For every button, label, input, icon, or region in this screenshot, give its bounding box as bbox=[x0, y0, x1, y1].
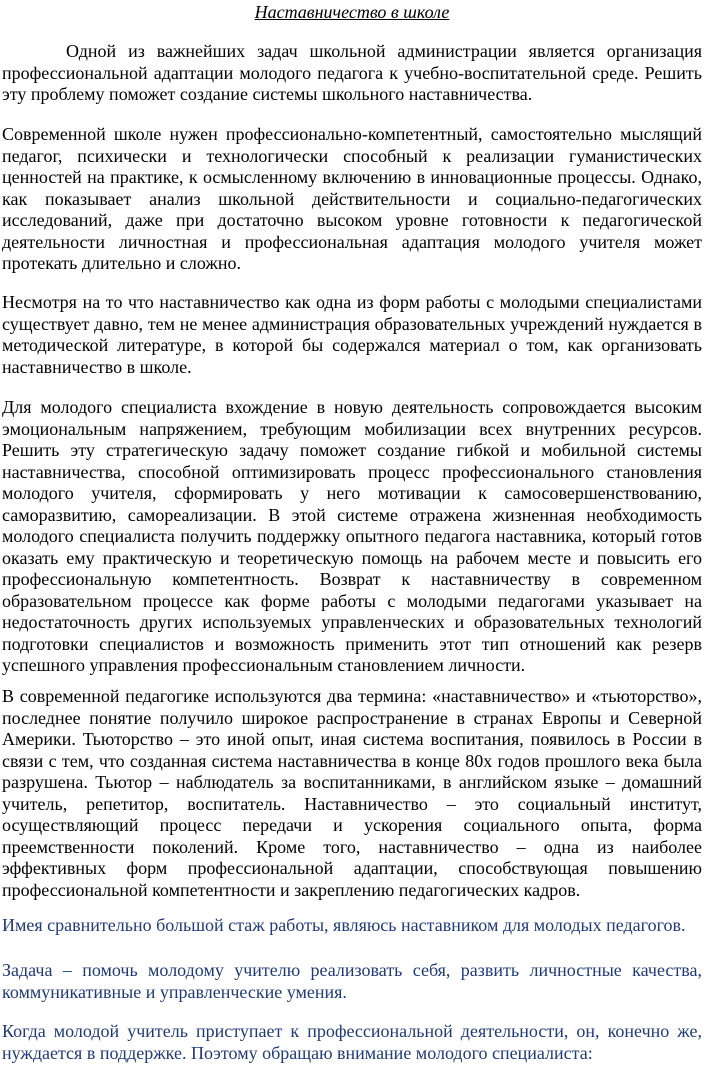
paragraph-terms: В современной педагогике используются два термина: «наставничество» и «тьюторство», последнее понятие получило широкое распространение в странах Европы и Северной Америки. Тьюторство – это иной опыт, иная система воспитания, появилось в России в связи с тем, что созданная система наставничества в конце 80х годов прошлого века была разрушена. Тьютор – наблюдатель за воспитанниками, в английском языке – домашний учитель, репетитор, воспитатель. Наставничество – это социальный институт, осуществляющий процесс передачи и ускорения социального опыта, форма преемственности поколений. Кроме того, наставничество – одна из наиболее эффективных форм профессиональной адаптации, способствующая повышению профессиональной компетентности и закреплению педагогических кадров. bbox=[2, 686, 702, 900]
paragraph-young-specialist: Для молодого специалиста вхождение в новую деятельность сопровождается высоким эмоциональным напряжением, требующим мобилизации всех внутренних ресурсов. Решить эту стратегическую задачу поможет создание гибкой и мобильной системы наставничества, способной оптимизировать процесс профессионального становления молодого учителя, сформировать у него мотивации к самосовершенствованию, саморазвитию, самореализации. В этой системе отражена жизненная необходимость молодого специалиста получить поддержку опытного педагога наставника, который готов оказать ему практическую и теоретическую помощь на рабочем месте и повысить его профессиональную компетентность. Возврат к наставничеству в современном образовательном процессе как форме работы с молодыми педагогами указывает на недостаточность других используемых управленческих и образовательных технологий подготовки специалистов и возможность применить этот тип отношений как резерв успешного управления профессиональным становлением личности. bbox=[2, 397, 702, 675]
document-title: Наставничество в школе bbox=[254, 2, 450, 22]
paragraph-support: Когда молодой учитель приступает к профессиональной деятельности, он, конечно же, нуждается в поддержке. Поэтому обращаю внимание молодого специалиста: bbox=[2, 1021, 702, 1063]
paragraph-mentoring-history: Несмотря на то что наставничество как одна из форм работы с молодыми специалистами существует давно, тем не менее администрация образовательных учреждений нуждается в методической литературе, в которой бы содержался материал о том, как организовать наставничество в школе. bbox=[2, 292, 702, 377]
paragraph-task: Задача – помочь молодому учителю реализовать себя, развить личностные качества, коммуникативные и управленческие умения. bbox=[2, 960, 702, 1002]
paragraph-intro: Одной из важнейших задач школьной администрации является организация профессиональной адаптации молодого педагога к учебно-воспитательной среде. Решить эту проблему поможет создание системы школьного наставничества. bbox=[2, 41, 702, 104]
paragraph-modern-school: Современной школе нужен профессионально-компетентный, самостоятельно мыслящий педагог, психически и технологически способный к реализации гуманистических ценностей на практике, к осмысленному включению в инновационные процессы. Однако, как показывает анализ школьной действительности и социально-педагогических исследований, даже при достаточно высоком уровне готовности к педагогической деятельности личностная и профессиональная адаптация молодого учителя может протекать длительно и сложно. bbox=[2, 124, 702, 273]
paragraph-experience: Имея сравнительно большой стаж работы, являюсь наставником для молодых педагогов. bbox=[2, 915, 686, 935]
